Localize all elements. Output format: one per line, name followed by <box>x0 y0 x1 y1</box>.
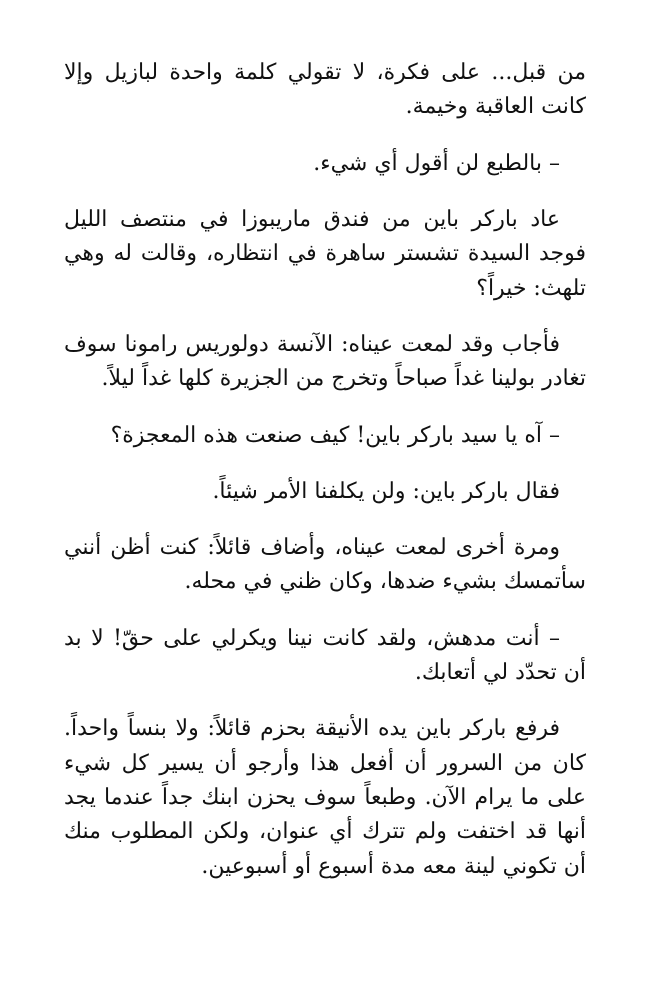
paragraph-2: – بالطبع لن أقول أي شيء. <box>313 150 560 176</box>
paragraph-8: – أنت مدهش، ولقد كانت نينا ويكرلي على حقّ! لا بد أن تحدّد لي أتعابك. <box>64 625 586 686</box>
book-page <box>64 56 586 884</box>
paragraph-3: عاد باركر باين من فندق ماريبوزا في منتصف الليل فوجد السيدة تشستر ساهرة في انتظاره، وقالت له وهي تلهث: خيراً؟ <box>64 206 586 301</box>
paragraph-1: من قبل... على فكرة، لا تقولي كلمة واحدة لبازيل وإلا كانت العاقبة وخيمة. <box>64 60 586 120</box>
paragraph-7: ومرة أخرى لمعت عيناه، وأضاف قائلاً: كنت أظن أنني سأتمسك بشيء ضدها، وكان ظني في محله. <box>64 535 586 595</box>
paragraph-6: فقال باركر باين: ولن يكلفنا الأمر شيئاً. <box>212 478 560 504</box>
paragraph-5: – آه يا سيد باركر باين! كيف صنعت هذه المعجزة؟ <box>110 422 560 448</box>
paragraph-4: فأجاب وقد لمعت عيناه: الآنسة دولوريس رامونا سوف تغادر بولينا غداً صباحاً وتخرج من الجزيرة كلها غداً ليلاً. <box>64 331 586 392</box>
paragraph-9: فرفع باركر باين يده الأنيقة بحزم قائلاً: ولا بنساً واحداً. كان من السرور أن أفعل هذا وأرجو أن يسير كل شيء على ما يرام الآن. وطبعاً سوف يحزن ابنك جداً عندما يجد أنها قد اختفت ولم تترك أي عنوان، ولكن المطلوب منك أن تكوني لينة معه مدة أسبوع أو أسبوعين. <box>64 716 586 879</box>
